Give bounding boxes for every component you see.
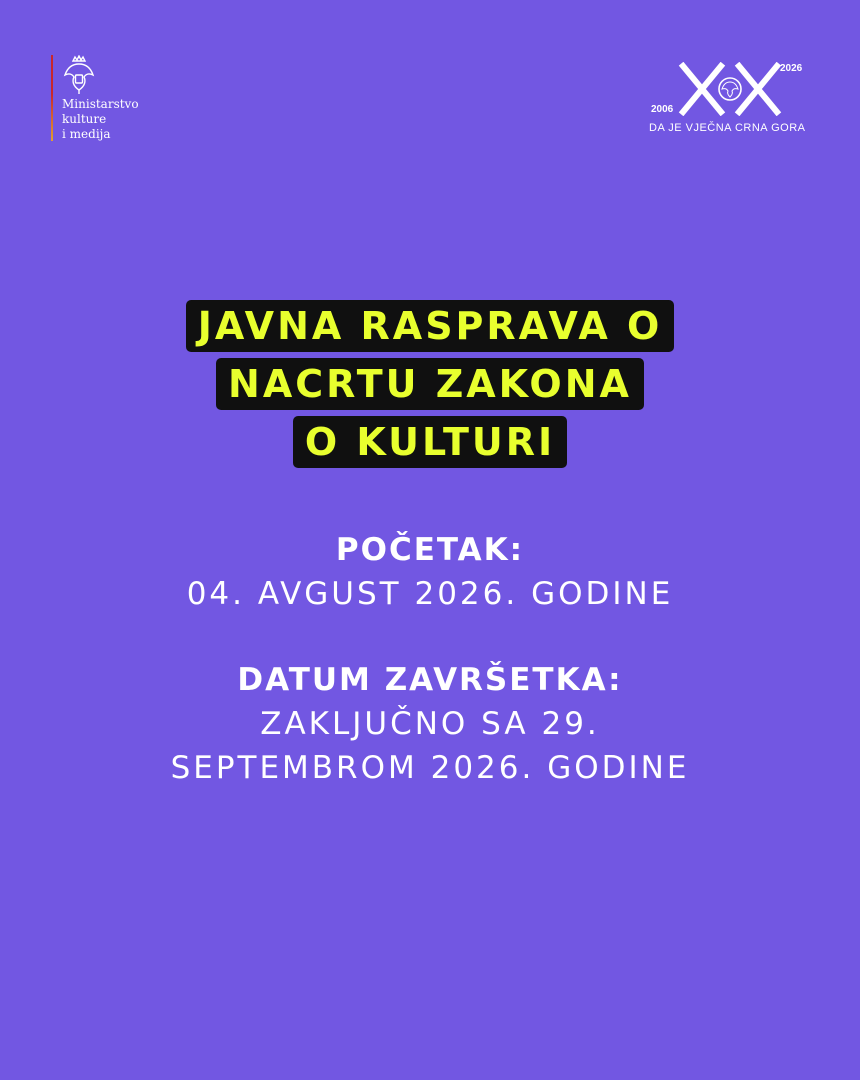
jubilee-slogan: DA JE VJEČNA CRNA GORA (649, 122, 806, 134)
headline-line-3: O KULTURI (293, 416, 567, 468)
headline (0, 300, 860, 474)
ministry-logo (51, 55, 161, 141)
end-value-line-2: SEPTEMBROM 2026. GODINE (170, 750, 690, 786)
ministry-name-line-1: Ministarstvo (62, 97, 139, 111)
ministry-name (62, 97, 162, 142)
ministry-name-line-2: kulture (62, 112, 107, 126)
ministry-name-line-3: i medija (62, 127, 111, 141)
end-value-line-1: ZAKLJUČNO SA 29. (260, 706, 600, 742)
jubilee-year-end: 2026 (780, 63, 803, 74)
end-label: DATUM ZAVRŠETKA: (237, 662, 623, 698)
end-date-block (0, 658, 860, 790)
jubilee-logo (645, 58, 815, 138)
headline-line-2: NACRTU ZAKONA (216, 358, 644, 410)
ministry-color-bar (51, 55, 53, 141)
start-label: POČETAK: (335, 532, 525, 568)
start-value: 04. AVGUST 2026. GODINE (186, 576, 674, 612)
headline-line-1: JAVNA RASPRAVA O (186, 300, 675, 352)
start-date-block (0, 528, 860, 616)
montenegro-coat-of-arms-icon (61, 55, 97, 95)
xx-jubilee-icon (675, 62, 785, 116)
jubilee-year-start: 2006 (651, 104, 674, 115)
